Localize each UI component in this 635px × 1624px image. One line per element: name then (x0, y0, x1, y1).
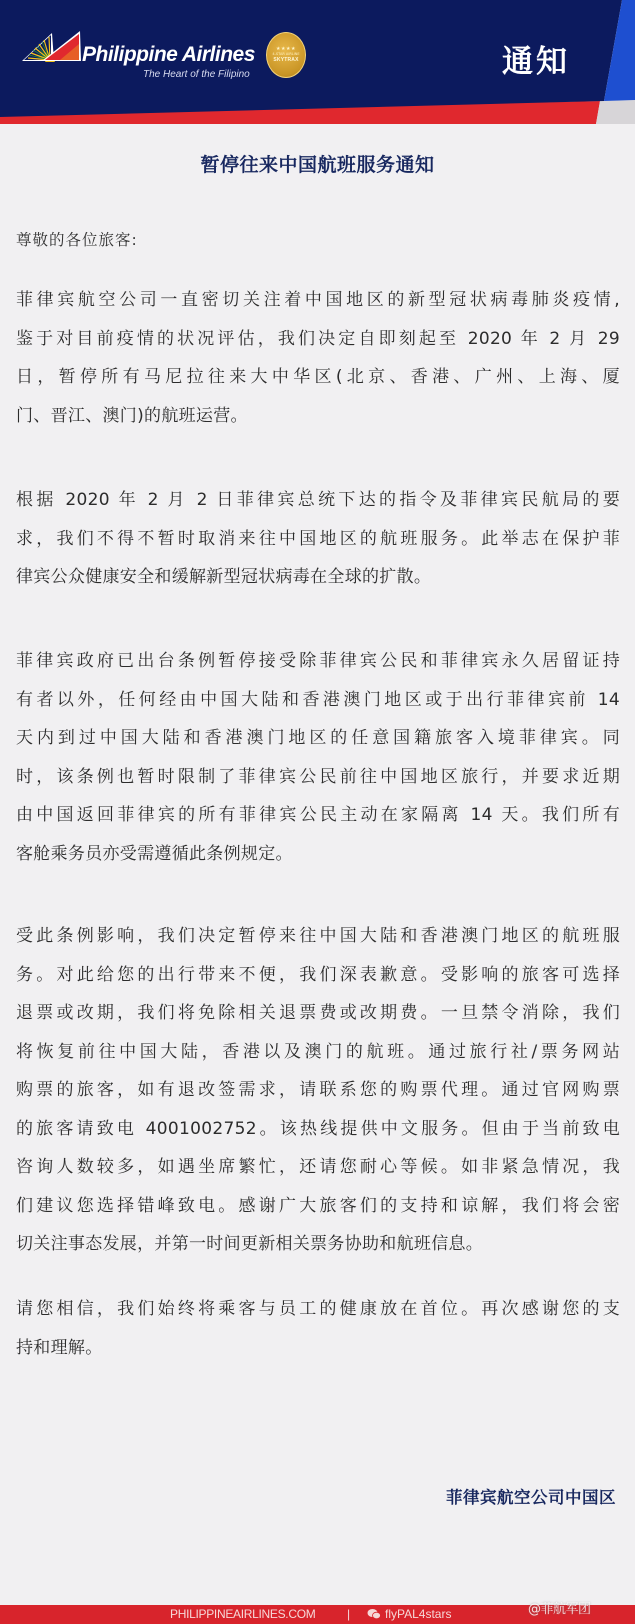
text-line: 请您相信，我们始终将乘客与员工的健康放在首位。再次感谢您的支 (16, 1299, 620, 1319)
text-line: 受此条例影响，我们决定暂停来往中国大陆和香港澳门地区的航班服 (16, 926, 620, 946)
text-line: 退票或改期，我们将免除相关退票费或改期费。一旦禁令消除，我们 (16, 1003, 620, 1023)
website-link[interactable]: PHILIPPINEAIRLINES.COM (170, 1607, 316, 1621)
wechat-icon (367, 1608, 381, 1620)
text-line-hotline: 的旅客请致电 4001002752。该热线提供中文服务。但由于当前致电 (16, 1118, 620, 1139)
wechat-handle[interactable]: flyPAL4stars (385, 1607, 452, 1621)
text-line: 日，暂停所有马尼拉往来大中华区(北京、香港、广州、上海、厦 (16, 367, 620, 387)
text-line: 门、晋江、澳门)的航班运营。 (16, 405, 248, 426)
skytrax-award-badge-icon (266, 32, 306, 78)
text-line: 切关注事态发展，并第一时间更新相关票务协助和航班信息。 (16, 1234, 484, 1254)
text-line: 咨询人数较多，如遇坐席繁忙，还请您耐心等候。如非紧急情况，我 (16, 1157, 620, 1177)
paragraph-entry-restrictions (16, 642, 620, 873)
text-line: 们建议您选择错峰致电。感谢广大旅客们的支持和谅解，我们将会密 (16, 1195, 620, 1216)
header-banner (0, 0, 635, 124)
pal-logo-icon (20, 30, 82, 62)
brand-tagline: The Heart of the Filipino (143, 69, 250, 80)
text-line: 务。对此给您的出行带来不便，我们深表歉意。受影响的旅客可选择 (16, 964, 620, 985)
text-line: 有者以外，任何经由中国大陆和香港澳门地区或于出行菲律宾前 14 (16, 689, 620, 710)
text-line: 根据 2020 年 2 月 2 日菲律宾总统下达的指令及菲律宾民航局的要 (16, 490, 620, 510)
text-line: 时，该条例也暂时限制了菲律宾公民前往中国地区旅行，并要求近期 (16, 766, 620, 787)
brand-name: Philippine Airlines (82, 43, 255, 66)
paragraph-suspension (16, 281, 620, 435)
text-line: 鉴于对目前疫情的状况评估，我们决定自即刻起至 2020 年 2 月 29 (16, 328, 620, 349)
header-title: 通知 (502, 44, 570, 80)
text-line: 律宾公众健康安全和缓解新型冠状病毒在全球的扩散。 (16, 567, 432, 587)
text-line: 将恢复前往中国大陆，香港以及澳门的航班。通过旅行社/票务网站 (16, 1041, 620, 1062)
text-line: 客舱乘务员亦受需遵循此条例规定。 (16, 843, 293, 864)
text-line: 天内到过中国大陆和香港澳门地区的任意国籍旅客入境菲律宾。同 (16, 728, 620, 748)
paragraph-refund-info (16, 917, 620, 1264)
paragraph-directive (16, 481, 620, 597)
badge-text: SKYTRAX (273, 57, 299, 63)
salutation: 尊敬的各位旅客: (16, 231, 138, 249)
text-line: 由中国返回菲律宾的所有菲律宾公民主动在家隔离 14 天。我们所有 (16, 805, 620, 825)
text-line: 求，我们不得不暂时取消来往中国地区的航班服务。此举志在保护菲 (16, 528, 620, 549)
text-line: 购票的旅客，如有退改签需求，请联系您的购票代理。通过官网购票 (16, 1080, 620, 1100)
badge-subtitle: 4-STAR AIRLINE (272, 52, 300, 56)
footer-separator: | (347, 1607, 351, 1621)
badge-stars: ★★★★ (276, 46, 296, 52)
paragraph-closing (16, 1290, 620, 1367)
signature: 菲律宾航空公司中国区 (446, 1488, 616, 1507)
watermark: @菲航军团 (528, 1602, 591, 1617)
text-line: 持和理解。 (16, 1337, 103, 1358)
text-line: 菲律宾航空公司一直密切关注着中国地区的新型冠状病毒肺炎疫情, (16, 290, 620, 310)
text-line: 菲律宾政府已出台条例暂停接受除菲律宾公民和菲律宾永久居留证持 (16, 651, 620, 671)
notice-title: 暂停往来中国航班服务通知 (200, 154, 435, 176)
